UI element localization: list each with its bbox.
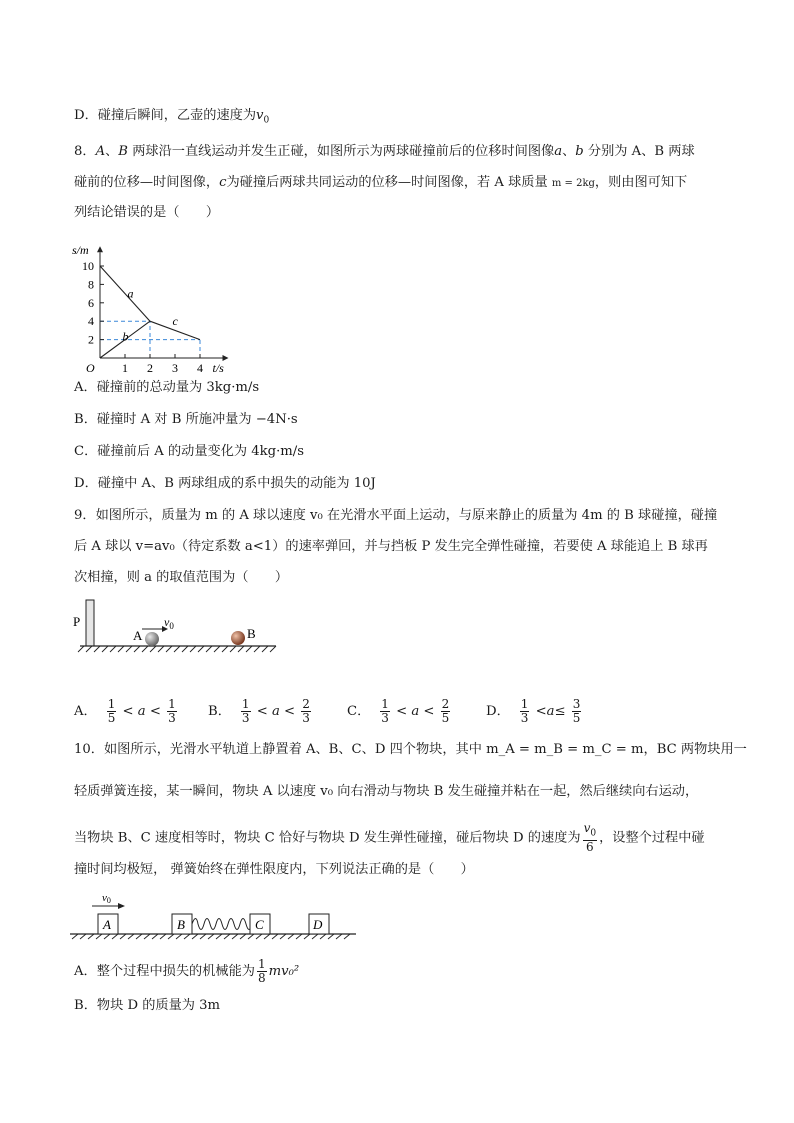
option-text: 物块 D 的质量为 3m [96, 998, 221, 1013]
q9-option-d: D． $\frac{1}{3}$ <a≤ $\frac{3}{5}$ [486, 697, 581, 725]
option-label: A． [74, 704, 97, 719]
q9-option-b: B． $\frac{1}{3}$ < a < $\frac{2}{3}$ [208, 697, 310, 725]
y-tick-label: 8 [88, 277, 94, 292]
y-tick-label: 10 [82, 259, 94, 273]
q8-text: 列结论错误的是（ ） [74, 205, 220, 220]
option-label: B． [208, 704, 231, 719]
q10-stem-line4 [74, 860, 474, 880]
y-axis-arrow-icon [97, 246, 103, 252]
y-tick-label: 6 [88, 295, 94, 310]
q9-text: 后 A 球以 v=av₀（待定系数 a<1）的速率弹回，并与挡板 P 发生完全弹性碰撞，若要使 A 球能追上 B 球再 [74, 539, 708, 554]
series-label-a: a [127, 286, 134, 301]
q8-text: 、 [562, 144, 576, 159]
fraction: $\frac{1}{5}$ [107, 697, 116, 725]
q10-figure [70, 888, 360, 940]
fraction: $\frac{2}{3}$ [302, 697, 310, 725]
option-text: 碰撞前的总动量为 3kg·m/s [96, 380, 260, 395]
option-text: 碰撞前后 A 的动量变化为 4kg·m/s [97, 444, 304, 459]
x-tick-label: 2 [147, 361, 153, 375]
option-text: 碰撞后瞬间，乙壶的速度为 [97, 108, 257, 123]
q10-option-a [74, 958, 299, 985]
ball-a [145, 632, 159, 646]
q8-text: 为碰撞后两球共同运动的位移—时间图像，若 A 球质量 [226, 175, 548, 190]
fraction: $\frac{1}{3}$ [241, 697, 250, 725]
y-axis-label: s/m [72, 243, 89, 258]
option-text: 碰撞中 A、B 两球组成的系中损失的动能为 10J [97, 476, 376, 491]
fraction: $\frac{1}{3}$ [381, 697, 389, 725]
ball-a-label: A [133, 628, 143, 643]
q8-stem-line3 [74, 203, 219, 223]
fraction: $\frac{1}{8}$ [257, 957, 266, 985]
option-text: 碰撞时 A 对 B 所施冲量为 −4N·s [96, 412, 298, 427]
option-text: 整个过程中损失的机械能为 [96, 964, 255, 979]
ground-hatch [78, 646, 276, 652]
q8-text: ，则由图可知下 [594, 175, 688, 190]
option-label: D． [74, 476, 98, 491]
q10-stem-line3 [74, 822, 705, 854]
option-label: C． [347, 704, 371, 719]
velocity-subscript: 0 [263, 115, 270, 126]
q10-text: 如图所示，光滑水平轨道上静置着 A、B、C、D 四个物块，其中 m_A = m_B = m_C = m，BC 两物块用一 [103, 742, 747, 757]
q8-text: 分别为 A、B 两球 [587, 144, 695, 159]
option-label: B． [74, 998, 97, 1013]
wall-p [86, 600, 94, 646]
arrow-head-icon [118, 903, 125, 909]
option-label: A． [74, 380, 97, 395]
q8-option-d [74, 474, 376, 494]
fraction: $\frac{1}{3}$ [168, 697, 176, 725]
question-number: 9． [74, 508, 96, 523]
q10-stem-line1 [74, 740, 747, 760]
fraction: $\frac{2}{5}$ [441, 697, 450, 725]
fraction: $\frac{v_0}{6}$ [583, 821, 597, 855]
x-axis-label: t/s [212, 361, 224, 375]
q9-option-a: A． $\frac{1}{5}$ < a < $\frac{1}{3}$ [74, 697, 176, 725]
x-tick-label: 3 [172, 361, 178, 375]
ball-b [231, 631, 245, 645]
displacement-time-chart [70, 228, 240, 378]
q8-text: 碰前的位移—时间图像， [74, 175, 220, 190]
q10-option-b [74, 996, 220, 1016]
series-line-a [100, 266, 150, 321]
q10-stem-line2 [74, 782, 698, 802]
option-label: A． [74, 964, 97, 979]
q9-option-c: C． $\frac{1}{3}$ < a < $\frac{2}{5}$ [347, 697, 450, 725]
option-label: C． [74, 444, 98, 459]
q9-stem-line3 [74, 568, 288, 588]
q8-stem-line2: 碰前的位移—时间图像，c为碰撞后两球共同运动的位移—时间图像，若 A 球质量 m = 2kg，则由图可知下 [74, 175, 688, 190]
q7-option-d [74, 106, 269, 131]
q9-figure [72, 596, 282, 658]
q8-option-b [74, 410, 298, 430]
track-hatch [72, 934, 350, 939]
q10-text: 当物块 B、C 速度相等时，物块 C 恰好与物块 D 发生弹性碰撞，碰后物块 D 的速度为 [74, 830, 581, 846]
question-number: 10． [74, 742, 104, 757]
y-tick-label: 2 [88, 332, 94, 347]
x-tick-label: 4 [197, 361, 203, 375]
block-c-label: C [255, 917, 264, 932]
velocity-label: v0 [102, 892, 111, 905]
velocity-label: $v_0$ [164, 615, 174, 631]
fraction: $\frac{3}{5}$ [572, 697, 581, 725]
velocity-symbol: v [256, 108, 264, 123]
option-label: B． [74, 412, 97, 427]
block-d-label: D [313, 917, 323, 932]
question-number: 8． [74, 144, 96, 159]
series-label-b: b [122, 329, 129, 344]
q10-text: ，设整个过程中碰 [599, 830, 705, 846]
q10-text: 轻质弹簧连接，某一瞬间，物块 A 以速度 v₀ 向右滑动与物块 B 发生碰撞并粘在一起，然后继续向右运动， [74, 784, 699, 799]
q9-stem-line2 [74, 537, 708, 557]
wall-label: P [73, 614, 81, 629]
q9-text: 如图所示，质量为 m 的 A 球以速度 v₀ 在光滑水平面上运动，与原来静止的质量为 4m 的 B 球碰撞，碰撞 [95, 508, 718, 523]
q9-stem-line1 [74, 506, 717, 526]
q8-option-c [74, 442, 304, 462]
x-tick-label: 1 [122, 361, 128, 375]
fraction: $\frac{1}{3}$ [520, 697, 529, 725]
energy-expression: mv₀² [268, 964, 300, 979]
origin-label: O [86, 361, 95, 375]
q8-option-a [74, 378, 259, 398]
series-label-c: c [172, 313, 178, 328]
block-a-label: A [103, 917, 111, 932]
option-label: D． [74, 108, 98, 123]
q10-text: 撞时间均极短， 弹簧始终在弹性限度内，下列说法正确的是（ ） [74, 862, 474, 877]
ball-b-label: B [247, 626, 256, 641]
q8-stem-line1: 8．A、B 两球沿一直线运动并发生正碰，如图所示为两球碰撞前后的位移时间图像a、b 分别为 A、B 两球 [74, 144, 695, 159]
block-b-label: B [177, 917, 185, 932]
y-tick-label: 4 [88, 314, 94, 329]
option-label: D． [486, 704, 510, 719]
q8-text: 两球沿一直线运动并发生正碰，如图所示为两球碰撞前后的位移时间图像 [132, 144, 555, 159]
q9-text: 次相撞，则 a 的取值范围为（ ） [74, 570, 289, 585]
mass-expression: m = 2kg [551, 178, 595, 189]
